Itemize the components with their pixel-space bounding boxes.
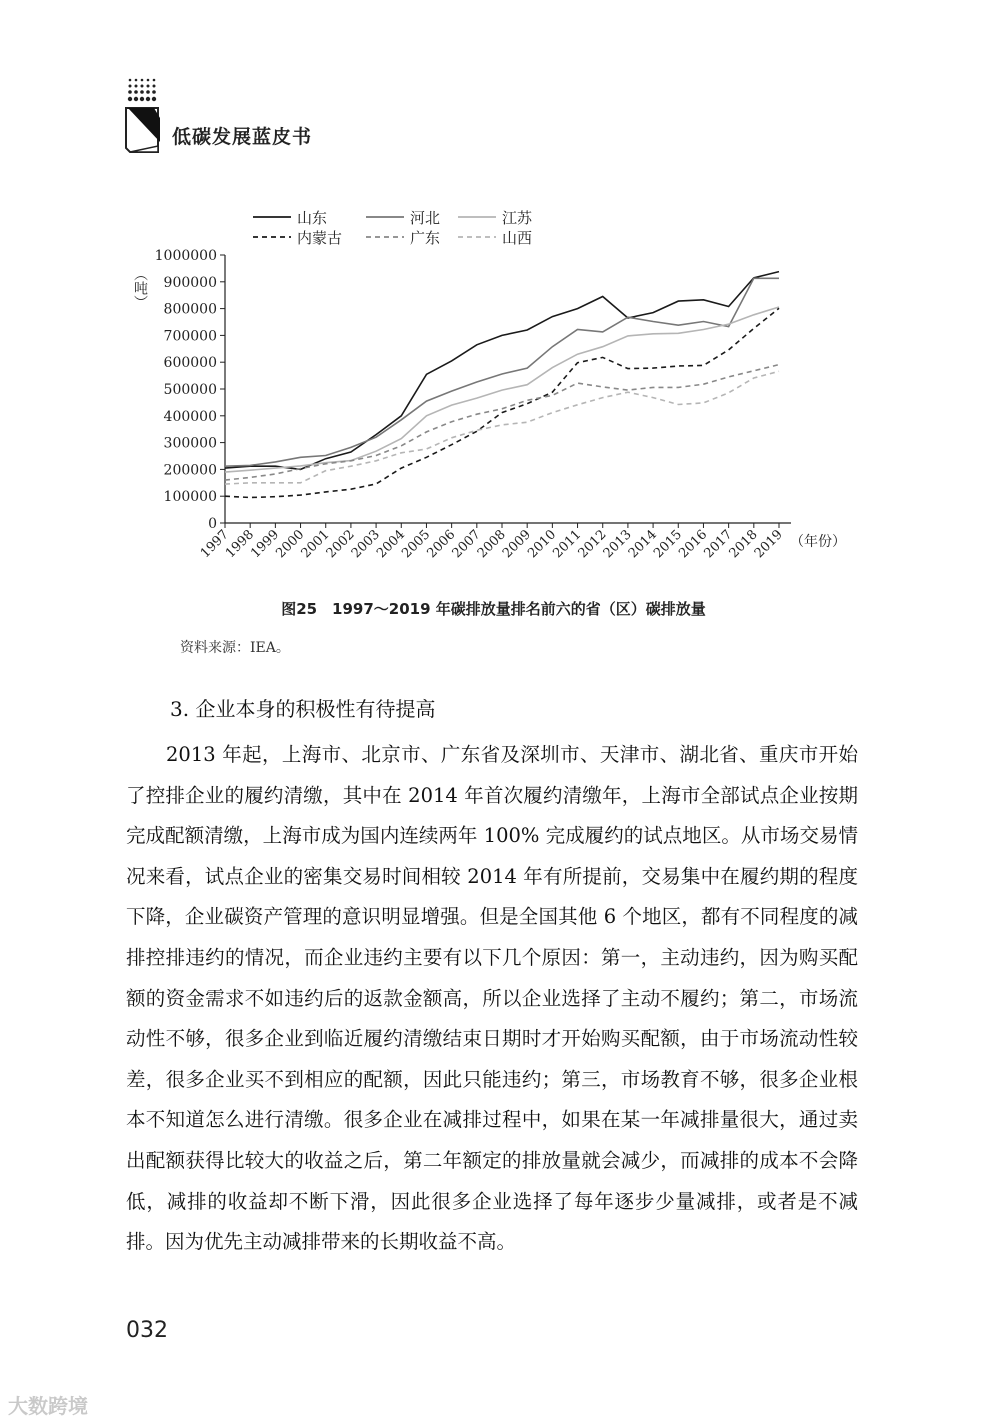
y-tick-label: 100000 — [163, 489, 217, 506]
x-tick-label: 2003 — [348, 527, 383, 562]
book-title: 低碳发展蓝皮书 — [172, 126, 313, 148]
legend-label: 江苏 — [502, 209, 533, 227]
x-tick-label: 2009 — [500, 527, 535, 562]
x-tick-label: 1999 — [248, 527, 283, 562]
book-emblem-icon — [120, 72, 170, 162]
figure-source: 资料来源：IEA。 — [180, 640, 290, 656]
x-tick-label: 2018 — [726, 527, 761, 562]
x-tick-label: 2004 — [374, 527, 409, 562]
section-title: 3. 企业本身的积极性有待提高 — [170, 697, 436, 721]
y-tick-label: 0 — [208, 516, 217, 532]
x-tick-label: 2001 — [298, 527, 333, 562]
body-paragraph: 2013 年起，上海市、北京市、广东省及深圳市、天津市、湖北省、重庆市开始了控排企业的履约清缴，其中在 2014 年首次履约清缴年，上海市全部试点企业按期完成配额清缴，上海市成为国内连续两年 100% 完成履约的试点地区。从市场交易情况来看，试点企业的密集交易时间相较 2014 年有所提前，交易集中在履约期的程度下降，企业碳资产管理的意识明显增强。但是全国其他 6 个地区，都有不同程度的减排控排违约的情况，而企业违约主要有以下几个原因：第一，主动违约，因为购买配额的资金需求不如违约后的返款金额高，所以企业选择了主动不履约；第二，市场流动性不够，很多企业到临近履约清缴结束日期时才开始购买配额，由于市场流动性较差，很多企业买不到相应的配额，因此只能违约；第三，市场教育不够，很多企业根本不知道怎么进行清缴。很多企业在减排过程中，如果在某一年减排量很大，通过卖出配额获得比较大的收益之后，第二年额定的排放量就会减少，而减排的成本不会降低，减排的收益却不断下滑，因此很多企业选择了每年逐步少量减排，或者是不减排。因为优先主动减排带来的长期收益不高。 — [126, 743, 858, 1254]
y-axis-label: （吨） — [132, 267, 148, 309]
x-tick-label: 2011 — [550, 527, 585, 562]
x-tick-label: 2012 — [575, 527, 610, 562]
y-tick-label: 400000 — [163, 408, 217, 425]
y-tick-label: 300000 — [163, 435, 217, 452]
x-tick-label: 2016 — [676, 527, 711, 562]
x-tick-label: 2014 — [625, 527, 660, 562]
x-tick-label: 2010 — [525, 527, 560, 562]
x-tick-label: 2006 — [424, 527, 459, 562]
x-tick-label: 2005 — [399, 527, 434, 562]
watermark-logo: 大数跨境 — [8, 1394, 88, 1418]
series-line-1 — [225, 272, 779, 470]
series-line-3 — [225, 307, 779, 472]
x-tick-label: 2002 — [323, 527, 358, 562]
legend-label: 河北 — [410, 209, 441, 227]
y-axis — [155, 248, 225, 532]
legend-label: 广东 — [410, 229, 441, 247]
x-tick-label: 2019 — [751, 527, 786, 562]
x-tick-label: 2008 — [474, 527, 509, 562]
legend-label: 山西 — [502, 229, 533, 247]
y-tick-label: 200000 — [163, 462, 217, 479]
y-tick-label: 700000 — [163, 328, 217, 345]
y-tick-label: 600000 — [163, 355, 217, 372]
y-tick-label: 1000000 — [154, 248, 217, 264]
y-tick-label: 800000 — [163, 301, 217, 318]
x-tick-label: 2015 — [651, 527, 686, 562]
legend-label: 山东 — [297, 209, 328, 227]
plot-area — [225, 272, 779, 498]
y-tick-label: 500000 — [163, 382, 217, 398]
x-tick-label: 1998 — [223, 527, 258, 562]
x-tick-label: 2000 — [273, 527, 308, 562]
legend-label: 内蒙古 — [297, 229, 343, 247]
series-line-2 — [225, 278, 779, 466]
x-axis — [198, 523, 791, 561]
series-line-5 — [225, 365, 779, 481]
x-tick-label: 2007 — [449, 527, 484, 562]
x-tick-label: 2013 — [600, 527, 635, 562]
y-tick-label: 900000 — [163, 274, 217, 291]
x-tick-label: 2017 — [701, 527, 736, 562]
chart-legend — [253, 209, 533, 247]
x-axis-label: （年份） — [790, 534, 846, 550]
x-tick-label: 1997 — [197, 527, 232, 562]
figure-caption: 图25 1997～2019 年碳排放量排名前六的省（区）碳排放量 — [281, 600, 706, 618]
page-number: 032 — [126, 1318, 168, 1343]
emissions-line-chart — [0, 195, 987, 595]
